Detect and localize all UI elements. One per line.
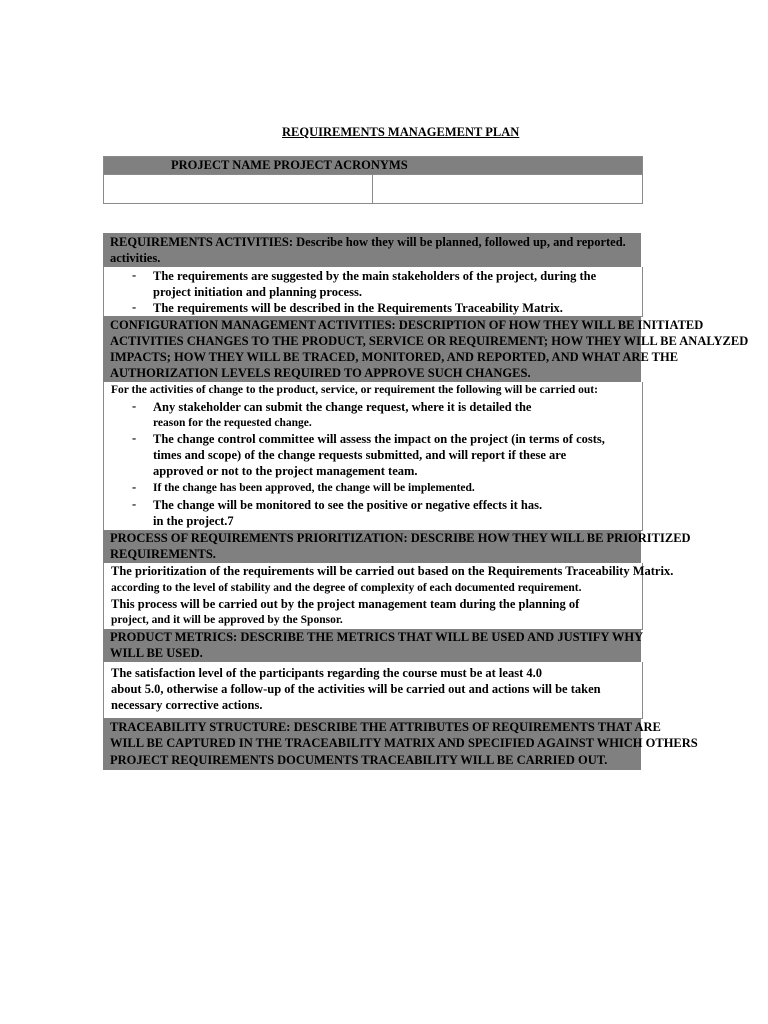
heading-line: AUTHORIZATION LEVELS REQUIRED TO APPROVE SUCH CHANGES. [110, 366, 531, 380]
body-line: This process will be carried out by the project management team during the planning of [111, 597, 580, 611]
product-metrics-body [103, 662, 643, 719]
bullet-text: reason for the requested change. [153, 417, 312, 429]
bullet-dash: - [132, 431, 137, 445]
bullet-dash: - [132, 497, 137, 511]
heading-line: ACTIVITIES CHANGES TO THE PRODUCT, SERVICE OR REQUIREMENT; HOW THEY WILL BE ANALYZED [110, 334, 749, 348]
bullet-text: approved or not to the project management team. [153, 464, 418, 478]
configuration-management-body [103, 382, 643, 531]
heading-line: REQUIREMENTS ACTIVITIES: Describe how they will be planned, followed up, and reported. [110, 235, 626, 249]
heading-line: REQUIREMENTS. [110, 547, 216, 561]
heading-line: PROCESS OF REQUIREMENTS PRIORITIZATION: DESCRIBE HOW THEY WILL BE PRIORITIZED [110, 531, 691, 545]
heading-line: IMPACTS; HOW THEY WILL BE TRACED, MONITORED, AND REPORTED, AND WHAT ARE THE [110, 350, 679, 364]
bullet-dash: - [132, 268, 137, 282]
heading-line: WILL BE USED. [110, 646, 203, 660]
bullet-text: project initiation and planning process. [153, 285, 362, 299]
heading-line: PRODUCT METRICS: DESCRIBE THE METRICS THAT WILL BE USED AND JUSTIFY WHY [110, 630, 644, 644]
project-acronym-cell[interactable] [373, 175, 642, 203]
bullet-text: The requirements will be described in the Requirements Traceability Matrix. [153, 301, 563, 315]
heading-line: TRACEABILITY STRUCTURE: DESCRIBE THE ATTRIBUTES OF REQUIREMENTS THAT ARE [110, 720, 661, 734]
bullet-dash: - [132, 480, 137, 494]
bullet-dash: - [132, 399, 137, 413]
body-line: about 5.0, otherwise a follow-up of the activities will be carried out and actions will be taken [111, 682, 601, 696]
intro-text: For the activities of change to the product, service, or requirement the following will be carried out: [111, 384, 598, 396]
heading-line: CONFIGURATION MANAGEMENT ACTIVITIES: DESCRIPTION OF HOW THEY WILL BE INITIATED [110, 318, 704, 332]
body-line: project, and it will be approved by the Sponsor. [111, 614, 343, 626]
body-line: The satisfaction level of the participants regarding the course must be at least 4.0 [111, 666, 542, 680]
prioritization-heading [103, 530, 691, 563]
project-table [103, 156, 643, 204]
heading-line: WILL BE CAPTURED IN THE TRACEABILITY MATRIX AND SPECIFIED AGAINST WHICH OTHERS [110, 736, 698, 750]
configuration-management-heading [103, 316, 749, 382]
bullet-text: The requirements are suggested by the main stakeholders of the project, during the [153, 269, 597, 283]
project-name-cell[interactable] [104, 175, 373, 203]
heading-line: activities. [110, 251, 161, 265]
bullet-text: The change will be monitored to see the positive or negative effects it has. [153, 498, 543, 512]
bullet-text: If the change has been approved, the change will be implemented. [153, 482, 475, 494]
requirements-activities-heading [103, 233, 641, 267]
bullet-text: in the project.7 [153, 514, 234, 528]
body-line: necessary corrective actions. [111, 698, 263, 712]
bullet-dash: - [132, 300, 137, 314]
heading-line: PROJECT REQUIREMENTS DOCUMENTS TRACEABILITY WILL BE CARRIED OUT. [110, 753, 608, 767]
requirements-activities-body [103, 267, 643, 317]
document-title: REQUIREMENTS MANAGEMENT PLAN [282, 125, 520, 139]
project-table-header: PROJECT NAME PROJECT ACRONYMS [104, 157, 642, 175]
bullet-text: Any stakeholder can submit the change request, where it is detailed the [153, 400, 532, 414]
project-table-row [104, 175, 642, 203]
product-metrics-heading [103, 629, 644, 662]
traceability-structure-heading [103, 718, 698, 770]
bullet-text: times and scope) of the change requests submitted, and will report if these are [153, 448, 567, 462]
prioritization-body [103, 563, 674, 630]
body-line: according to the level of stability and the degree of complexity of each documented requirement. [111, 582, 582, 594]
bullet-text: The change control committee will assess the impact on the project (in terms of costs, [153, 432, 605, 446]
body-line: The prioritization of the requirements will be carried out based on the Requirements Traceability Matrix. [111, 564, 674, 578]
